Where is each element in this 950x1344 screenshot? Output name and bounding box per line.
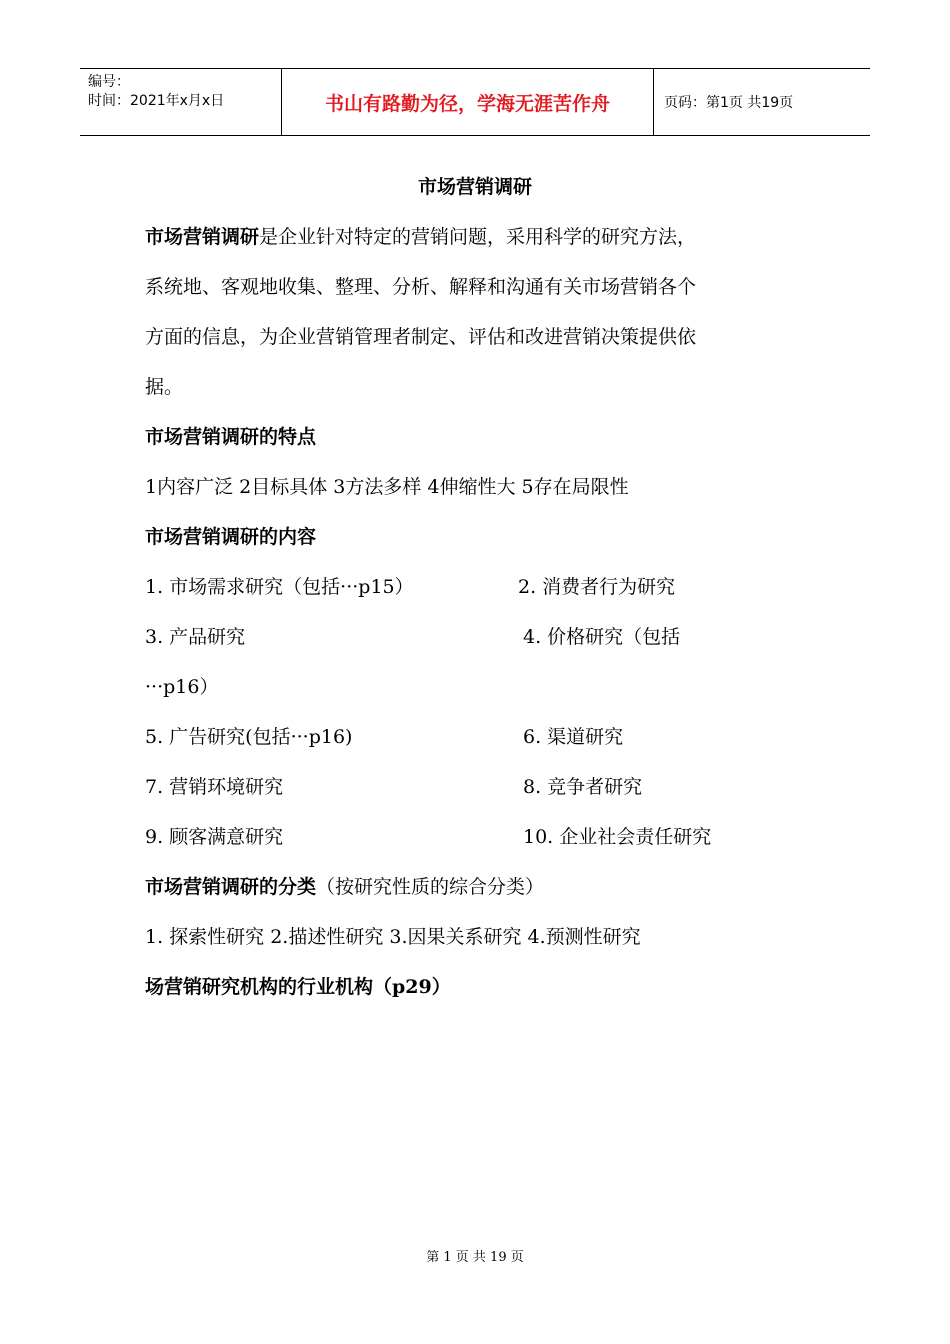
content-item-7: 7. 营销环境研究 <box>145 776 284 798</box>
header-motto: 书山有路勤为径，学海无涯苦作舟 <box>282 69 654 135</box>
classification-list: 1. 探索性研究 2.描述性研究 3.因果关系研究 4.预测性研究 <box>145 926 641 948</box>
content-item-9: 9. 顾客满意研究 <box>145 826 284 848</box>
content-item-1: 1. 市场需求研究（包括···p15） <box>145 576 414 598</box>
content-item-2: 2. 消费者行为研究 <box>518 576 676 598</box>
content-item-5: 5. 广告研究(包括···p16) <box>145 726 353 748</box>
intro-line-3: 方面的信息，为企业营销管理者制定、评估和改进营销决策提供依 <box>145 326 697 348</box>
page-header <box>80 68 870 136</box>
classification-heading <box>145 872 544 899</box>
content-item-3: 3. 产品研究 <box>145 626 246 648</box>
content-item-4: 4. 价格研究（包括 <box>523 626 681 648</box>
page-footer: 第 1 页 共 19 页 <box>426 1250 524 1265</box>
features-heading: 市场营销调研的特点 <box>145 426 317 448</box>
content-item-10: 10. 企业社会责任研究 <box>523 826 712 848</box>
header-page-info: 页码：第1页 共19页 <box>664 95 794 111</box>
content-item-4-continued: ···p16） <box>145 676 219 698</box>
institutions-heading: 场营销研究机构的行业机构（p29） <box>145 976 451 998</box>
classification-heading-note: （按研究性质的综合分类） <box>316 876 545 898</box>
intro-line-1 <box>145 222 696 249</box>
features-list: 1内容广泛 2目标具体 3方法多样 4伸缩性大 5存在局限性 <box>145 476 629 498</box>
document-title: 市场营销调研 <box>417 176 532 198</box>
intro-line-4: 据。 <box>145 376 184 398</box>
document-number-label: 编号： <box>88 74 130 90</box>
intro-line-2: 系统地、客观地收集、整理、分析、解释和沟通有关市场营销各个 <box>145 276 697 298</box>
document-time-label: 时间：2021年x月x日 <box>88 93 225 109</box>
classification-heading-bold: 市场营销调研的分类 <box>145 876 317 898</box>
intro-line-1-text: 是企业针对特定的营销问题，采用科学的研究方法， <box>259 226 697 248</box>
content-item-6: 6. 渠道研究 <box>523 726 624 748</box>
header-meta-cell <box>80 69 282 135</box>
content-item-8: 8. 竞争者研究 <box>523 776 643 798</box>
content-heading: 市场营销调研的内容 <box>145 526 317 548</box>
intro-term: 市场营销调研 <box>145 226 260 248</box>
